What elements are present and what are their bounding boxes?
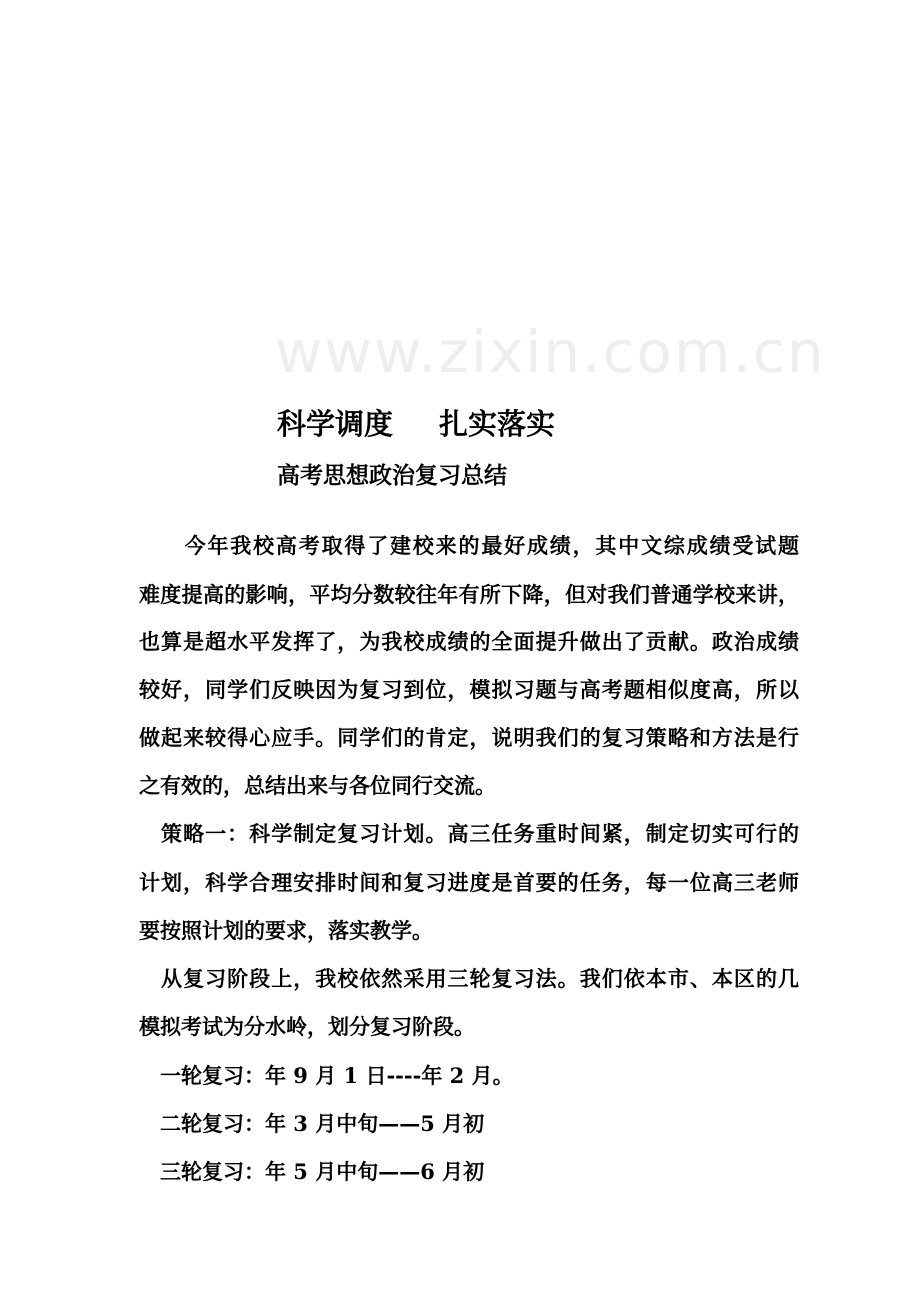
document-title — [277, 402, 555, 443]
paragraph-line: 较好，同学们反映因为复习到位，模拟习题与高考题相似度高，所以 — [139, 677, 799, 702]
paragraph-line: 难度提高的影响，平均分数较往年有所下降，但对我们普通学校来讲， — [139, 582, 799, 607]
paragraph-line: 策略一：科学制定复习计划。高三任务重时间紧，制定切实可行的 — [139, 821, 799, 846]
paragraph-line: 计划，科学合理安排时间和复习进度是首要的任务，每一位高三老师 — [139, 870, 799, 895]
paragraph-line: 模拟考试为分水岭，划分复习阶段。 — [139, 1014, 475, 1039]
paragraph-line: 今年我校高考取得了建校来的最好成绩，其中文综成绩受试题 — [139, 533, 799, 558]
paragraph-line: 做起来较得心应手。同学们的肯定，说明我们的复习策略和方法是行 — [139, 725, 799, 750]
review-round-3: 三轮复习：年 5 月中旬——6 月初 — [139, 1159, 485, 1184]
paragraph-line: 之有效的，总结出来与各位同行交流。 — [139, 773, 496, 798]
paragraph-line: 要按照计划的要求，落实教学。 — [139, 918, 433, 943]
title-part-2: 扎实落实 — [439, 407, 556, 441]
document-subtitle: 高考思想政治复习总结 — [277, 462, 507, 489]
title-part-1: 科学调度 — [277, 407, 394, 441]
watermark: www.zixin.com.cn — [275, 318, 826, 386]
paragraph-line: 也算是超水平发挥了，为我校成绩的全面提升做出了贡献。政治成绩 — [139, 629, 799, 654]
review-round-1: 一轮复习：年 9 月 1 日----年 2 月。 — [139, 1063, 514, 1088]
review-round-2: 二轮复习：年 3 月中旬——5 月初 — [139, 1111, 485, 1136]
paragraph-line: 从复习阶段上，我校依然采用三轮复习法。我们依本市、本区的几 — [139, 966, 799, 991]
